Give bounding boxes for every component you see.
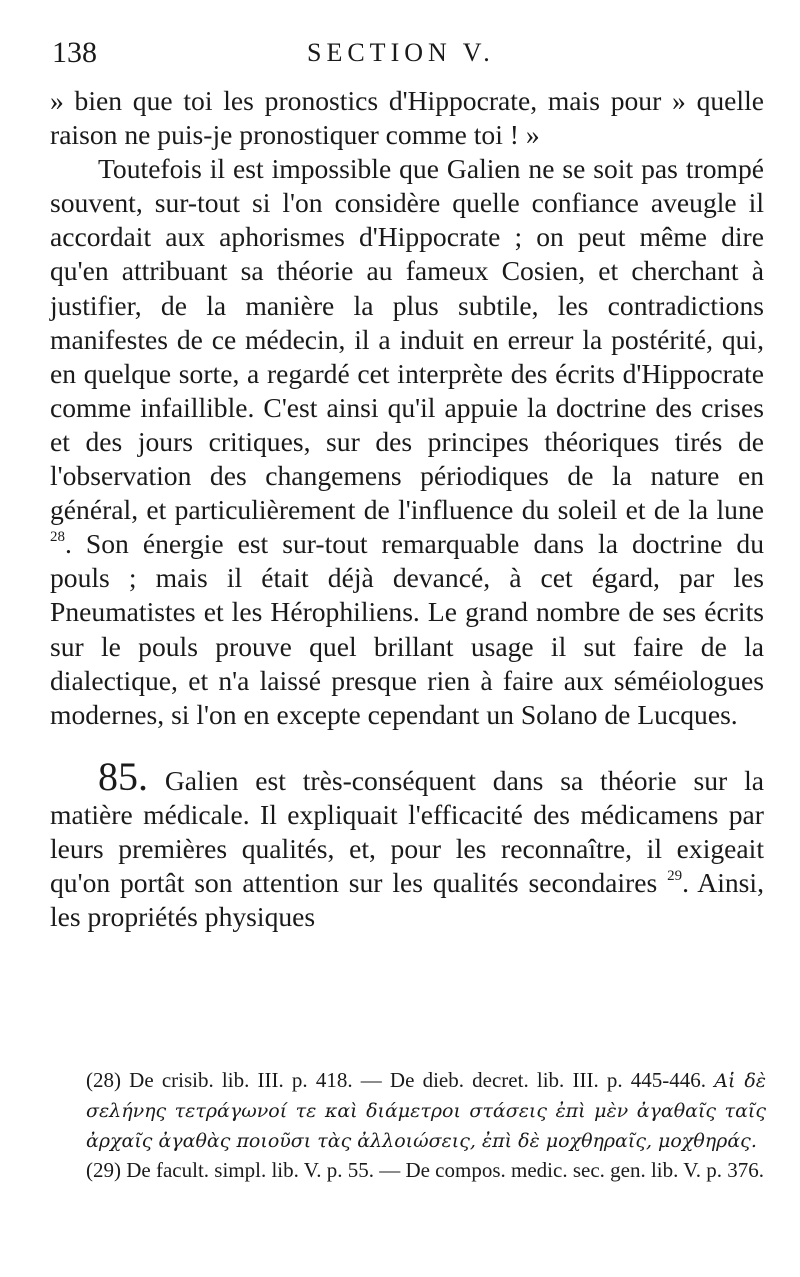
page-header <box>52 28 760 72</box>
footnote-28 <box>86 1066 766 1156</box>
paragraph-text: . Son énergie est sur-tout remarquable dans la doctrine du pouls ; mais il était déjà devancé, à cet égard, par les Pneumatistes et les Hérophiliens. Le grand nombre de ses écrits sur le pouls prouve quel brillant usage il sut faire de la dialectique, et n'a laissé presque rien à faire aux séméiologues modernes, si l'on en excepte cependant un Solano de Lucques. <box>50 528 764 730</box>
footnote-28-refs: (28) De crisib. lib. III. p. 418. — De dieb. decret. lib. III. p. 445-446. <box>86 1068 707 1092</box>
paragraph-text: . Ainsi, les propriétés physiques <box>50 867 764 933</box>
section-85-paragraph <box>50 753 764 934</box>
page-number: 138 <box>52 36 97 69</box>
footnotes <box>86 1066 766 1185</box>
quote-continuation: » bien que toi les pronostics d'Hippocrate, mais pour » quelle raison ne puis-je pronostiquer comme toi ! » <box>50 85 764 151</box>
paragraph-text: Toutefois il est impossible que Galien ne se soit pas trompé souvent, sur-tout si l'on considère quelle confiance aveugle il accordait aux aphorismes d'Hippocrate ; on peut même dire qu'en attribuant sa théorie au fameux Cosien, et cherchant à justifier, de la manière la plus subtile, les contradictions manifestes de ce médecin, il a induit en erreur la postérité, qui, en quelque sorte, a regardé cet interprète des écrits d'Hippocrate comme infaillible. C'est ainsi qu'il appuie la doctrine des crises et des jours critiques, sur des principes théoriques tirés de l'observation des changemens périodiques de la nature en général, et particulièrement de l'influence du soleil et de la lune <box>50 153 764 526</box>
running-title: SECTION V. <box>307 38 495 67</box>
footnote-ref-28[interactable]: 28 <box>50 529 65 546</box>
footnote-28-greek-quote: Αἱ δὲ σελήνης τετράγωνοί τε καὶ διάμετροι στάσεις ἐπὶ μὲν ἀγαθαῖς ταῖς ἀρχαῖς ἀγαθὰς ποιοῦσι τὰς ἀλλοιώσεις, ἐπὶ δὲ μοχθηραῖς, μοχθηράς. <box>86 1070 767 1152</box>
paragraph-text: Galien est très-conséquent dans sa théorie sur la matière médicale. Il expliquait l'efficacité des médicamens par leurs premières qualités, et, pour les reconnaître, il exigeait qu'on portât son attention sur les qualités secondaires <box>50 764 764 899</box>
section-number: 85. <box>98 753 148 799</box>
paragraph-galien-errors <box>50 152 764 732</box>
footnote-ref-29[interactable]: 29 <box>667 868 683 885</box>
footnote-29: (29) De facult. simpl. lib. V. p. 55. — De compos. medic. sec. gen. lib. V. p. 376. <box>86 1158 764 1182</box>
main-text <box>50 84 764 934</box>
